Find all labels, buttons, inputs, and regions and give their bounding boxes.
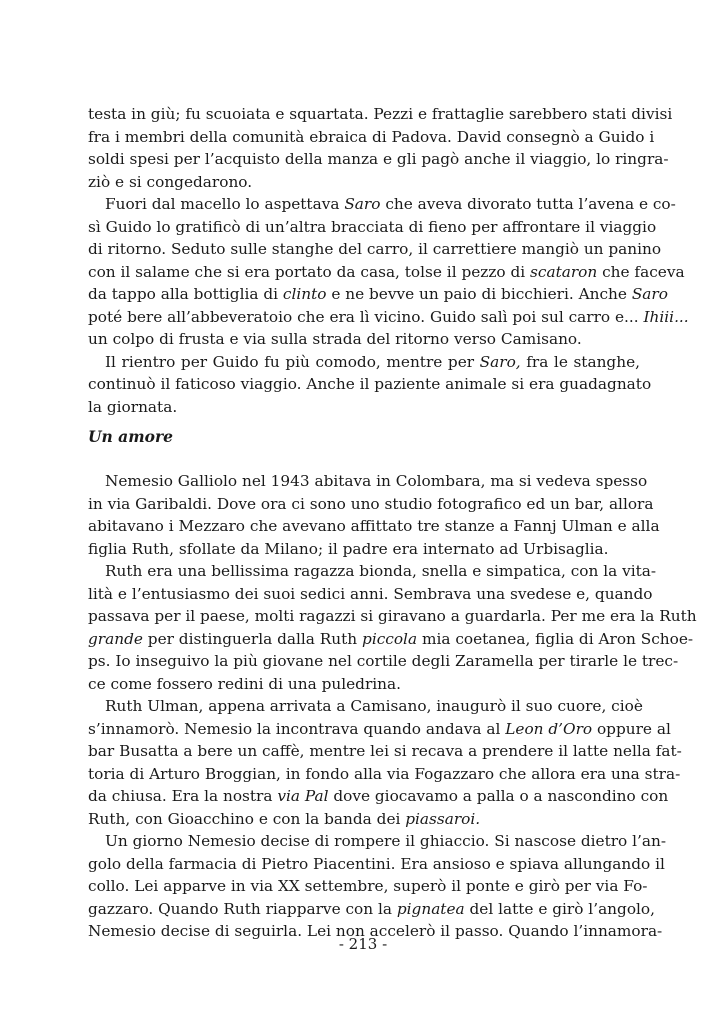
text-run: poté bere all’abbeveratoio che era lì vicino. Guido salì poi sul carro e...	[88, 307, 644, 326]
text-run: in via Garibaldi. Dove ora ci sono uno studio fotografico ed un bar, allora	[88, 494, 654, 513]
text-run: con il salame che si era portato da casa, tolse il pezzo di	[88, 262, 531, 281]
text-line	[88, 171, 640, 194]
section-heading: Un amore	[88, 427, 173, 446]
text-line	[88, 306, 689, 329]
text-run: Fuori dal macello lo aspettava	[105, 195, 345, 213]
text-run: gazzaro. Quando Ruth riapparve con la	[88, 899, 397, 918]
text-section-before	[88, 103, 689, 418]
italic-term: via Pal	[277, 787, 329, 805]
text-run: per distinguerla dalla Ruth	[142, 629, 363, 648]
text-run: fra i membri della comunità ebraica di Padova. David consegnò a Guido i	[88, 127, 655, 146]
text-run: del latte e girò l’angolo,	[464, 899, 656, 918]
text-run: ce come fossero redini di una puledrina.	[88, 674, 401, 693]
italic-term: clinto	[282, 285, 327, 303]
text-run: abitavano i Mezzaro che avevano affittato tre stanze a Fannj Ulman e alla	[88, 517, 660, 535]
text-line	[88, 605, 697, 628]
text-line	[88, 103, 673, 126]
page-number: - 213 -	[338, 935, 388, 953]
text-line	[88, 515, 660, 538]
italic-term: scataron	[530, 262, 598, 281]
italic-term: grande	[88, 629, 143, 648]
text-run: Nemesio decise di seguirla. Lei non accelerò il passo. Quando l’innamora-	[88, 922, 663, 940]
text-run: che faceva	[597, 262, 685, 281]
text-run: fra le stanghe,	[520, 352, 640, 371]
text-run: oppure al	[592, 719, 671, 738]
text-line	[88, 396, 640, 419]
text-line	[88, 283, 668, 306]
text-line	[88, 126, 655, 149]
paragraph	[88, 560, 697, 695]
text-line	[88, 740, 682, 763]
text-run: da chiusa. Era la nostra	[88, 787, 278, 805]
text-run: che aveva divorato tutta l’avena e co-	[380, 195, 676, 213]
text-line	[88, 538, 640, 561]
text-line	[88, 875, 648, 898]
text-run: da tappo alla bottiglia di	[88, 285, 283, 303]
text-line	[88, 560, 657, 583]
text-run: toria di Arturo Broggian, in fondo alla via Fogazzaro che allora era una stra-	[88, 764, 681, 783]
italic-term: Ihiii...	[643, 307, 689, 326]
text-run: soldi spesi per l’acquisto della manza e gli pagò anche il viaggio, lo ringra-	[88, 150, 669, 168]
text-line	[88, 328, 640, 351]
italic-term: piccola	[362, 629, 418, 648]
italic-term: piassaroi.	[405, 809, 481, 828]
text-line	[88, 785, 669, 808]
text-run: Ruth era una bellissima ragazza bionda, snella e simpatica, con la vita-	[105, 562, 657, 580]
text-run: s’innamorò. Nemesio la incontrava quando andava al	[88, 719, 506, 738]
text-run: sì Guido lo gratificò di un’altra bracciata di fieno per affrontare il viaggio	[88, 217, 657, 236]
text-run: collo. Lei apparve in via XX settembre, superò il ponte e girò per via Fo-	[88, 877, 648, 895]
paragraph	[88, 103, 673, 193]
text-line	[88, 351, 640, 374]
text-line	[88, 470, 648, 493]
text-run: di ritorno. Seduto sulle stanghe del carro, il carrettiere mangiò un panino	[88, 240, 662, 258]
text-line	[88, 261, 685, 284]
text-run: la giornata.	[88, 397, 178, 416]
italic-term: pignatea	[396, 899, 465, 918]
text-line	[88, 493, 654, 516]
paragraph	[88, 193, 689, 351]
text-line	[88, 650, 679, 673]
text-run: continuò il faticoso viaggio. Anche il paziente animale si era guadagnato	[88, 375, 652, 393]
italic-term: Saro	[631, 285, 668, 303]
text-line	[88, 628, 694, 651]
text-run: mia coetanea, figlia di Aron Schoe-	[417, 629, 694, 648]
text-line	[88, 673, 640, 696]
text-run: Nemesio Galliolo nel 1943 abitava in Colombara, ma si vedeva spesso	[105, 472, 648, 490]
text-line	[88, 853, 665, 876]
text-line	[88, 830, 667, 853]
text-run: passava per il paese, molti ragazzi si giravano a guardarla. Per me era la Ruth	[88, 607, 697, 625]
text-line	[88, 148, 669, 171]
text-line	[88, 216, 657, 239]
text-run: dove giocavamo a palla o a nascondino con	[328, 787, 669, 805]
paragraph	[88, 695, 682, 830]
paragraph	[88, 470, 660, 560]
text-run: Ruth Ulman, appena arrivata a Camisano, inaugurò il suo cuore, cioè	[105, 697, 643, 715]
text-run: Ruth, con Gioacchino e con la banda dei	[88, 809, 406, 828]
text-run: e ne bevve un paio di bicchieri. Anche	[326, 285, 632, 303]
text-run: ziò e si congedarono.	[88, 172, 253, 191]
text-run: Un giorno Nemesio decise di rompere il ghiaccio. Si nascose dietro l’an-	[105, 832, 667, 850]
italic-term: Saro,	[479, 352, 521, 371]
text-run: testa in giù; fu scuoiata e squartata. Pezzi e frattaglie sarebbero stati divisi	[88, 105, 673, 123]
text-section-after	[88, 470, 697, 943]
text-run: lità e l’entusiasmo dei suoi sedici anni. Sembrava una svedese e, quando	[88, 584, 653, 603]
text-run: Il rientro per Guido fu più comodo, mentre per	[105, 352, 480, 371]
text-run: ps. Io inseguivo la più giovane nel cortile degli Zaramella per tirarle le trec-	[88, 652, 679, 670]
text-run: bar Busatta a bere un caffè, mentre lei si recava a prendere il latte nella fat-	[88, 742, 682, 760]
text-line	[88, 695, 643, 718]
text-line	[88, 763, 681, 786]
text-line	[88, 238, 662, 261]
paragraph	[88, 830, 667, 943]
text-line	[88, 373, 652, 396]
text-line	[88, 808, 640, 831]
italic-term: Leon d’Oro	[505, 719, 593, 738]
text-line	[88, 583, 653, 606]
italic-term: Saro	[344, 195, 381, 213]
text-line	[88, 898, 656, 921]
text-run: figlia Ruth, sfollate da Milano; il padre era internato ad Urbisaglia.	[88, 539, 609, 558]
paragraph	[88, 351, 652, 419]
text-run: un colpo di frusta e via sulla strada del ritorno verso Camisano.	[88, 330, 582, 348]
text-line	[88, 718, 671, 741]
text-run: golo della farmacia di Pietro Piacentini. Era ansioso e spiava allungando il	[88, 854, 665, 873]
text-line	[88, 193, 676, 216]
